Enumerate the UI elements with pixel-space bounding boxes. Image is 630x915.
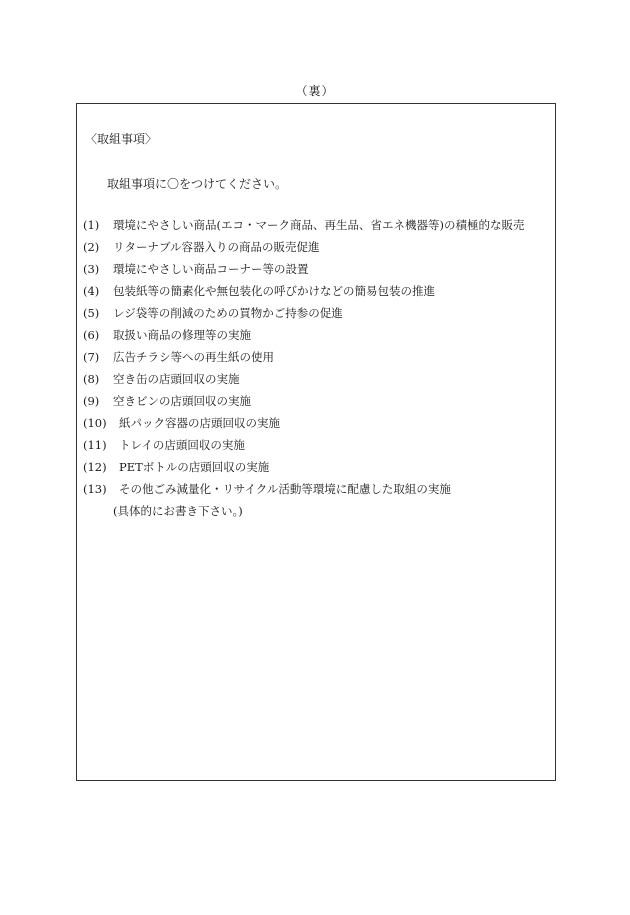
list-item[interactable] bbox=[83, 371, 524, 393]
item-number: (8) bbox=[83, 372, 100, 386]
item-number: (10) bbox=[83, 416, 107, 430]
item-text: 広告チラシ等への再生紙の使用 bbox=[113, 350, 274, 364]
list-item[interactable] bbox=[83, 261, 524, 283]
list-item[interactable] bbox=[83, 217, 524, 239]
item-text: 包装紙等の簡素化や無包装化の呼びかけなどの簡易包装の推進 bbox=[113, 284, 435, 298]
item-text: 取扱い商品の修理等の実施 bbox=[113, 328, 251, 342]
item-text: トレイの店頭回収の実施 bbox=[119, 438, 245, 452]
item-text: 環境にやさしい商品(エコ・マーク商品、再生品、省エネ機器等)の積極的な販売 bbox=[113, 218, 525, 232]
item-number: (1) bbox=[83, 218, 100, 232]
item-text: 環境にやさしい商品コーナー等の設置 bbox=[113, 262, 309, 276]
item-number: (6) bbox=[83, 328, 100, 342]
item-text: 紙パック容器の店頭回収の実施 bbox=[119, 416, 280, 430]
item-number: (4) bbox=[83, 284, 100, 298]
content-frame bbox=[76, 103, 556, 781]
list-item[interactable] bbox=[83, 459, 524, 481]
item-text: レジ袋等の削減のための買物かご持参の促進 bbox=[113, 306, 343, 320]
item-number: (13) bbox=[83, 482, 107, 496]
item-text: 空きビンの店頭回収の実施 bbox=[113, 394, 251, 408]
list-item[interactable] bbox=[83, 415, 524, 437]
item-number: (7) bbox=[83, 350, 100, 364]
item-text: PETボトルの店頭回収の実施 bbox=[119, 460, 270, 474]
list-item[interactable] bbox=[83, 437, 524, 459]
item-number: (3) bbox=[83, 262, 100, 276]
list-item[interactable] bbox=[83, 239, 524, 261]
item-number: (9) bbox=[83, 394, 100, 408]
item-text: その他ごみ減量化・リサイクル活動等環境に配慮した取組の実施 bbox=[119, 482, 451, 496]
list-item[interactable] bbox=[83, 393, 524, 415]
list-item[interactable] bbox=[83, 327, 524, 349]
list-item[interactable] bbox=[83, 481, 524, 503]
section-title: 〈取組事項〉 bbox=[85, 132, 158, 146]
list-item[interactable] bbox=[83, 283, 524, 305]
item-text: リターナブル容器入りの商品の販売促進 bbox=[113, 240, 320, 254]
item-number: (5) bbox=[83, 306, 100, 320]
list-item[interactable] bbox=[83, 305, 524, 327]
page-side-label: （裏） bbox=[295, 84, 335, 98]
item-text: 空き缶の店頭回収の実施 bbox=[113, 372, 240, 386]
item-number: (2) bbox=[83, 240, 100, 254]
item-number: (12) bbox=[83, 460, 107, 474]
list-item[interactable] bbox=[83, 349, 524, 371]
item13-note: (具体的にお書き下さい。) bbox=[113, 504, 243, 518]
instruction-text: 取組事項に〇をつけてください。 bbox=[107, 177, 288, 191]
initiative-list bbox=[83, 217, 524, 525]
item-number: (11) bbox=[83, 438, 107, 452]
